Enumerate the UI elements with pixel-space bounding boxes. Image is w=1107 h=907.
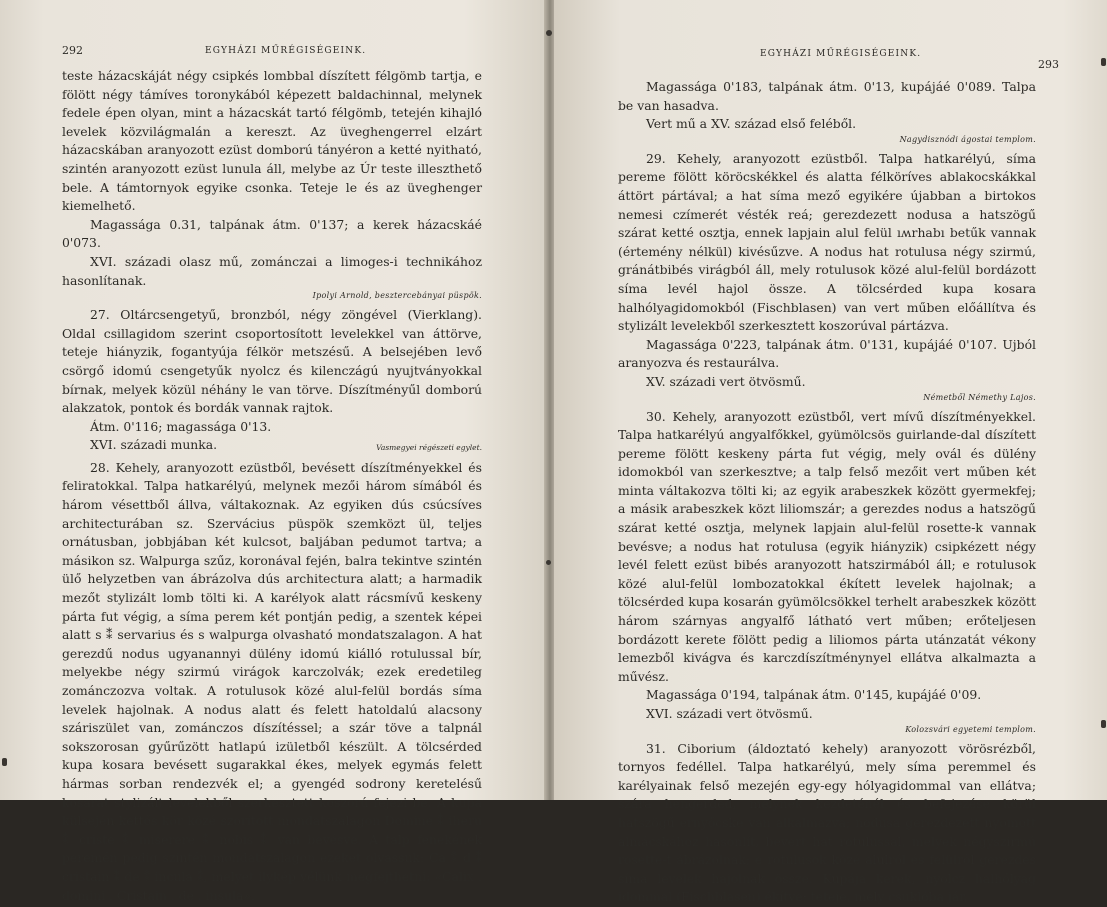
paragraph: Vert mű a XV. század első feléből. bbox=[646, 116, 857, 132]
running-head: EGYHÁZI MŰRÉGISÉGEINK. bbox=[760, 49, 922, 59]
source-caption: Németből Némethy Lajos. bbox=[923, 392, 1036, 402]
page-body bbox=[618, 78, 1036, 907]
paragraph: Magassága 0'223, talpának átm. 0'131, kupájáé 0'107. Ujból aranyozva és restaurálva. bbox=[618, 336, 1036, 371]
paragraph: XVI. századi olasz mű, zománczai a limoges-i technikához hasonlítanak. bbox=[62, 253, 482, 288]
paragraph: XV. századi vert ötvösmű. bbox=[646, 373, 806, 389]
paragraph: Átm. 0'116; magassága 0'13. bbox=[90, 418, 272, 434]
source-caption: Vasmegyei régészeti egylet. bbox=[376, 443, 482, 453]
paragraph: 31. Ciborium (áldoztató kehely) aranyozott vörösrézből, tornyos fedéllel. Talpa hatkarélyú, mely síma peremmel és karélyainak felső mezején egy-egy hólyagidommal van ellátva; szára hengerded, melynek kezdeténél és befejezése körül hatszögű ernyőcske van alkalmazva; nodusa gerezdezett nyomott almácskához hasonlít, bevert hat rotulussal, melyek négyszirmú rosette-t ábrázolnak; e rotulusok közé alulról és felülről gerezdes síma levelek hajolnak össze. Kupája kerek, nyolcz halhólyag idommal (Fischblasen) ékítve; teteje, mely csuklóba jár, bbox=[618, 740, 1036, 905]
source-caption: Kolozsvári egyetemi templom. bbox=[905, 724, 1036, 734]
binding-mark bbox=[546, 560, 551, 565]
paragraph: 27. Oltárcsengetyű, bronzból, négy zöngével (Vierklang). Oldal csillagidom szerint csoportosított levelekkel van áttörve, teteje hiányzik, fogantyúja félkör metszésű. A belsejében levő csörgő idomú csengetyűk nyolcz és kilenczágú nyujtványokkal bírnak, melyek közül néhány le van törve. Díszítményűl domború alakzatok, pontok és bordák vannak rajtok. bbox=[62, 307, 482, 416]
paragraph: XVI. századi vert ötvösmű. bbox=[646, 706, 813, 721]
paragraph: Magassága 0'183, talpának átm. 0'13, kupájáé 0'089. Talpa be van hasadva. bbox=[618, 79, 1036, 113]
page-number: 293 bbox=[1038, 58, 1059, 71]
page-edge-mark bbox=[1101, 720, 1106, 728]
running-head: EGYHÁZI MŰRÉGISÉGEINK. bbox=[205, 46, 367, 56]
page-body bbox=[62, 67, 482, 905]
source-caption: Ipolyi Arnold, besztercebányai püspök. bbox=[312, 291, 482, 301]
paragraph: XVI. századi munka. Vasmegyei régészeti egylet. bbox=[62, 436, 482, 455]
paragraph: 29. Kehely, aranyozott ezüstből. Talpa hatkarélyú, síma pereme fölött köröcskékkel és alatta félköríves ablakocskákkal áttört pártával; a hat síma mező egyikére újabban a birtokos nemesi czímerét vésték reá; gerezdezett nodusa a hatszögű szárat ketté osztja, ennek lapjain alul felül ıʍrhabı betűk vannak (értemény nélkül) kivésűzve. A nodus hat rotulusa négy szirmú, gránátbibés virágból áll, mely rotulusok közé alul-felül bordázott síma levél hajol össze. A tölcsérded kupa kosara halhólyagidomokból (Fischblasen) van vert műben előállítva és stylizált levelekből szerkesztett koszorúval pártázva. bbox=[618, 150, 1036, 334]
page-edge-mark bbox=[1101, 58, 1106, 66]
binding-mark bbox=[546, 30, 552, 36]
left-page bbox=[0, 0, 546, 903]
paragraph: teste házacskáját négy csipkés lombbal díszített félgömb tartja, e fölött négy támíves toronykából képezett baldachinnal, melynek fedele épen olyan, mint a házacskát tartó félgömb, tetején kihajló levelek közvilágmalán a kereszt. Az üveghengerrel elzárt házacskában aranyozott ezüst domború tányéron a ketté nyitható, szintén aranyozott ezüst lunula áll, melybe az Úr teste illeszthető bele. A támtornyok egyike csonka. Teteje le és az üveghenger kiemelhető. bbox=[62, 68, 482, 214]
paragraph: Magassága 0'194, talpának átm. 0'145, kupájáé 0'09. bbox=[646, 687, 982, 703]
paragraph: 30. Kehely, aranyozott ezüstből, vert mívű díszítményekkel. Talpa hatkarélyú angyalfőkkel, gyümölcsös guirlande-dal díszített pereme fölött keskeny párta fut végig, mely ovál és dülény idomokból van szerkesztve; a talp felső mezőit vert műben két minta váltakozva tölti ki; az egyik arabeszkek között gyermekfej; a másik arabeszkek közt liliomszár; a gerezdes nodus a hatszögű szárat ketté osztja, melynek lapjain alul-felül rosette-k vannak bevésve; a nodus hat rotulusa (egyik hiányzik) csipkézett négy levél felett ezüst bibés aranyozott hatszirmából áll; e rotulusok közé alul-felül lombozatokkal ékített levelek hajolnak; a tölcsérded kupa kosarán gyümölcsökkel terhelt arabeszkek között három szárnyas angyalfő látható vert műben; erőteljesen bordázott kerete fölött pedig a liliomos párta utánzatát vékony lemezből kivágva és karczdíszítménynyel ellátva alkalmazta a művész. bbox=[618, 408, 1036, 684]
paragraph: 28. Kehely, aranyozott ezüstből, bevésett díszítményekkel és feliratokkal. Talpa hatkarélyú, melynek mezői három símából és három vésettből állva, váltakoznak. Az egyiken dús csúcsíves architecturában sz. Szervácius püspök szemközt ül, teljes ornátusban, jobbjában két kulcsot, baljában pedumot tartva; a másikon sz. Walpurga szűz, koronával fején, balra tekintve szintén ülő helyzetben van ábrázolva dús architectura alatt; a harmadik mezőt stylizált lomb tölti ki. A karélyok alatt rácsmívű keskeny párta fut végig, a síma perem két pontján pedig, a szentek képei alatt s ⁑ servarius és s walpurga olvasható mondatszalagon. A hat gerezdű nodus ugyanannyi dülény idomú kiálló rotulussal bír, melyekbe négy szirmú virágok karczolvák; ezek eredetileg zománczozva voltak. A rotulusok közé alul-felül bordás síma levelek hajolnak. A nodus alatt és felett hatoldalú alacsony száriszület van, zománczos díszítéssel; a szár töve a talpnál sokszorosan gyűrűzött hatlapú izületből készült. A tölcsérded kupa kosara bevésett sugarakkal ékes, melyek egymás felett hármas sorban rendezvék el; a gyengéd sodrony keretelésű kosarat stylizált levelekből szerkesztett koszorú fejezi be. A kupa külsején kettős kör közé szorított mondatszalagon Domine ⁑ iheru ⁑ criste ⁑ miserere ⁑ nobis ⁑ van bevésve. A talp fenekének peremén pedig szintén mondatszalagon ezeket olvassuk: Ca ⁑ d ⁑ cristain ⁑ de ⁑ incula ⁑, melyet ilykép vélünk megfejthetni: «Calix . domini . Cristain . de . insula». bbox=[62, 459, 482, 903]
source-caption: Nagydisznódi ágostai templom. bbox=[899, 134, 1036, 144]
paragraph: Magassága 0.31, talpának átm. 0'137; a kerek házacskáé 0'073. bbox=[62, 216, 482, 251]
page-number: 292 bbox=[62, 44, 83, 57]
page-edge-mark bbox=[2, 758, 7, 766]
right-page bbox=[554, 0, 1107, 905]
